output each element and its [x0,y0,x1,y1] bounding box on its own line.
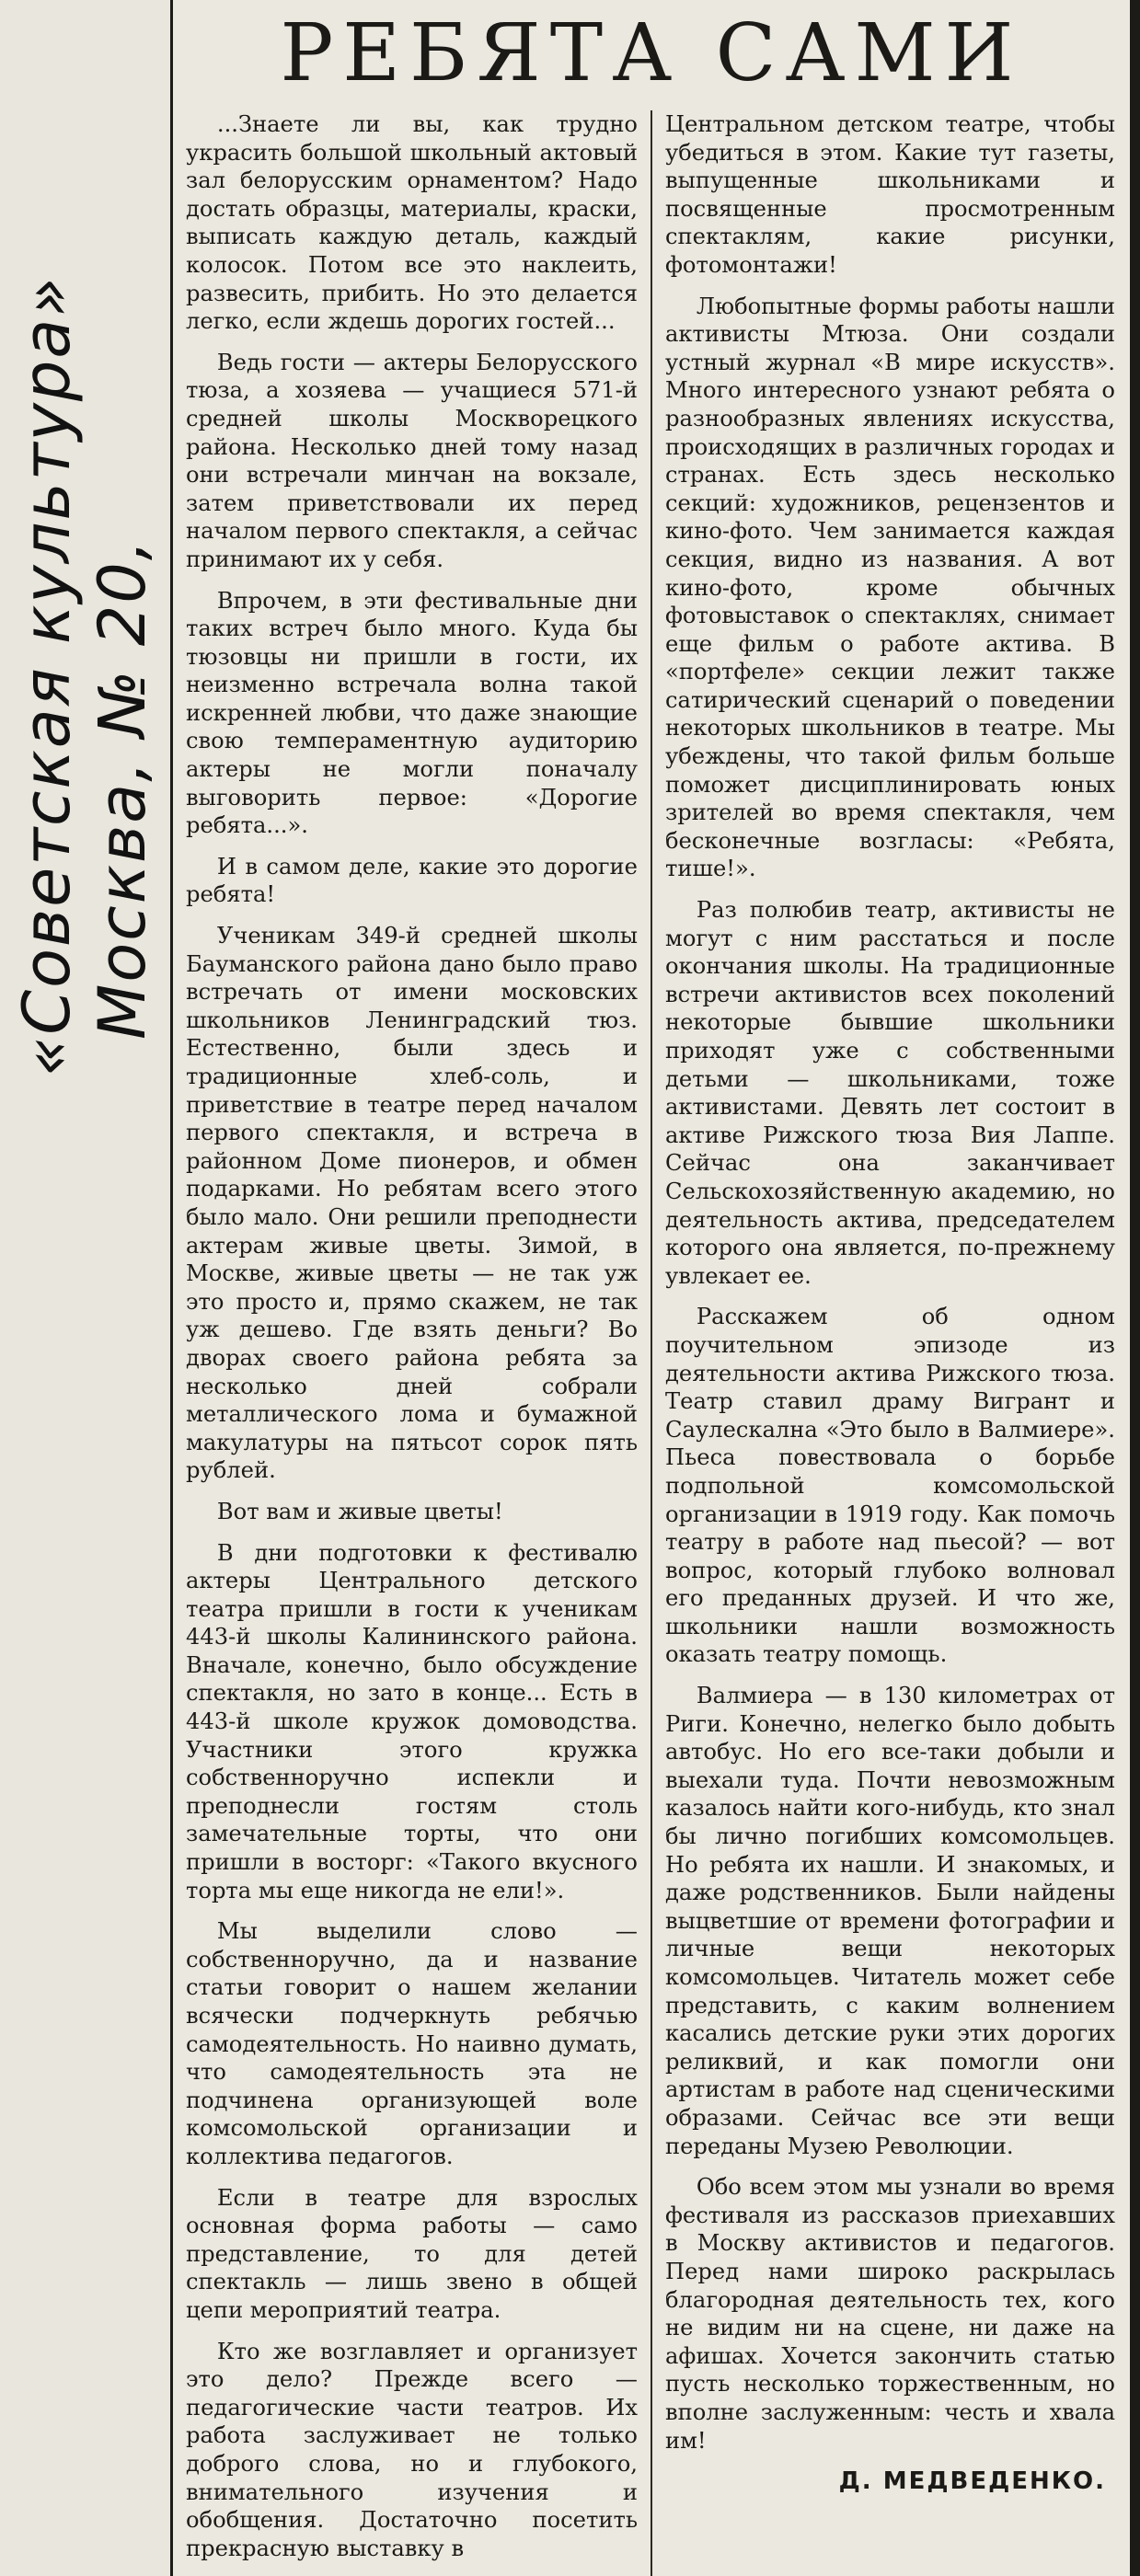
handwritten-note-line: «Советская культура» [9,275,85,1076]
paragraph: В дни подготовки к фестивалю актеры Центрального детского театра пришли в гости к ученикам 443-й школы Калининского района. Вначале, конечно, было обсуждение спектакля, но зато в конце... Есть в 443-й школе кружок домоводства. Участники этого кружка собственноручно испекли и преподнесли гостям столь замечательные торты, что они пришли в восторг: «Такого вкусного торта мы еще никогда не ели!». [186,1539,638,1903]
paragraph: Мы выделили слово — собственноручно, да и название статьи говорит о нашем желании всячески подчеркнуть ребячью самодеятельность. Но наивно думать, что самодеятельность эта не подчинена организующей воле комсомольской организации и коллектива педагогов. [186,1918,638,2169]
paragraph: Вот вам и живые цветы! [216,1498,503,1524]
author-signature: Д. МЕДВЕДЕНКО. [838,2467,1106,2496]
paragraph: Кто же возглавляет и организует это дело? Прежде всего — педагогические части театров. Их работа заслуживает не только доброго слова, но и глубокого, внимательного изучения и обобщения. Достаточно посетить прекрасную выставку в [186,2338,638,2561]
handwritten-note-line: Москва, № 20, [85,537,160,1040]
paragraph: Центральном детском театре, чтобы убедиться в этом. Какие тут газеты, выпущенные школьниками и посвященные просмотренным спектаклям, какие рисунки, фотомонтажи! [665,111,1115,278]
paragraph: Обо всем этом мы узнали во время фестиваля из рассказов приехавших в Москву активистов и педагогов. Перед нами широко раскрылась благородная деятельность тех, кого не видим ни на сцене, ни даже на афишах. Хочется закончить статью пусть несколько торжественным, но вполне заслуженным: честь и хвала им! [665,2174,1115,2454]
article-headline: РЕБЯТА САМИ [280,7,1023,99]
paragraph: И в самом деле, какие это дорогие ребята! [186,853,638,908]
margin-strip [0,0,170,2576]
paragraph: Любопытные формы работы нашли активисты Мтюза. Они создали устный журнал «В мире искусств». Много интересного узнают ребята о разнообразных явлениях искусства, происходящих в различных городах и странах. Есть здесь несколько секций: художников, рецензентов и кино-фото. Чем занимается каждая секция, видно из названия. А вот кино-фото, кроме обычных фотовыставок о спектаклях, снимает еще фильм о работе актива. В «портфеле» секции лежит также сатирический сценарий о поведении некоторых школьников в театре. Мы убеждены, что такой фильм больше поможет дисциплинировать юных зрителей во время спектакля, чем бесконечные возгласы: «Ребята, тише!». [665,293,1115,882]
paragraph: Раз полюбив театр, активисты не могут с ним расстаться и после окончания школы. На традиционные встречи активистов всех поколений некоторые бывшие школьники приходят уже с собственными детьми — школьниками, тоже активистами. Девять лет состоит в активе Рижского тюза Вия Лаппе. Сейчас она заканчивает Сельскохозяйственную академию, но деятельность актива, председателем которого она является, по-прежнему увлекает ее. [665,897,1115,1289]
paragraph: Впрочем, в эти фестивальные дни таких встреч было много. Куда бы тюзовцы ни пришли в гости, их неизменно встречала волна такой искренней любви, что даже знающие свою темпераментную аудиторию актеры не могли поначалу выговорить первое: «Дорогие ребята...». [186,587,638,839]
paragraph: Валмиера — в 130 километрах от Риги. Конечно, нелегко было добыть автобус. Но его все-таки добыли и выехали туда. Почти невозможным казалось найти кого-нибудь, кто знал бы лично погибших комсомольцев. Но ребята их нашли. И знакомых, и даже родственников. Были найдены выцветшие от времени фотографии и личные вещи некоторых комсомольцев. Читатель может себе представить, с каким волнением касались детские руки этих дорогих реликвий, и как помогли они артистам в работе над сценическими образами. Сейчас все эти вещи переданы Музею Революции. [665,1683,1115,2159]
paragraph: Ведь гости — актеры Белорусского тюза, а хозяева — учащиеся 571-й средней школы Москворецкого района. Несколько дней тому назад они встречали минчан на вокзале, затем приветствовали их перед началом первого спектакля, а сейчас принимают их у себя. [186,349,638,572]
left-column [186,110,651,2576]
right-column [651,110,1115,2576]
paragraph: Расскажем об одном поучительном эпизоде из деятельности актива Рижского тюза. Театр ставил драму Вигрант и Саулескална «Это было в Валмиере». Пьеса повествовала о борьбе подпольной комсомольской организации в 1919 году. Как помочь театру в работе над пьесой? — вот вопрос, который глубоко волновал его преданных друзей. И что же, школьники нашли возможность оказать театру помощь. [665,1304,1115,1668]
paragraph: ...Знаете ли вы, как трудно украсить большой школьный актовый зал белорусским орнаментом? Надо достать образцы, материалы, краски, выписать каждую деталь, каждый колосок. Потом все это наклеить, развесить, прибить. Но это делается легко, если ждешь дорогих гостей... [186,111,638,335]
newspaper-clipping [173,0,1130,2576]
paragraph: Если в театре для взрослых основная форма работы — само представление, то для детей спектакль — лишь звено в общей цепи мероприятий театра. [186,2184,638,2323]
paragraph: Ученикам 349-й средней школы Бауманского района дано было право встречать от имени московских школьников Ленинградский тюз. Естественно, были здесь и традиционные хлеб-соль, и приветствие в театре перед началом первого спектакля, и встреча в районном Доме пионеров, и обмен подарками. Но ребятам всего этого было мало. Они решили преподнести актерам живые цветы. Зимой, в Москве, живые цветы — не так уж это просто и, прямо скажем, не так уж дешево. Где взять деньги? Во дворах своего района ребята за несколько дней собрали металлического лома и бумажной макулатуры на пятьсот сорок пять рублей. [186,923,638,1484]
article-body [186,110,1115,2576]
